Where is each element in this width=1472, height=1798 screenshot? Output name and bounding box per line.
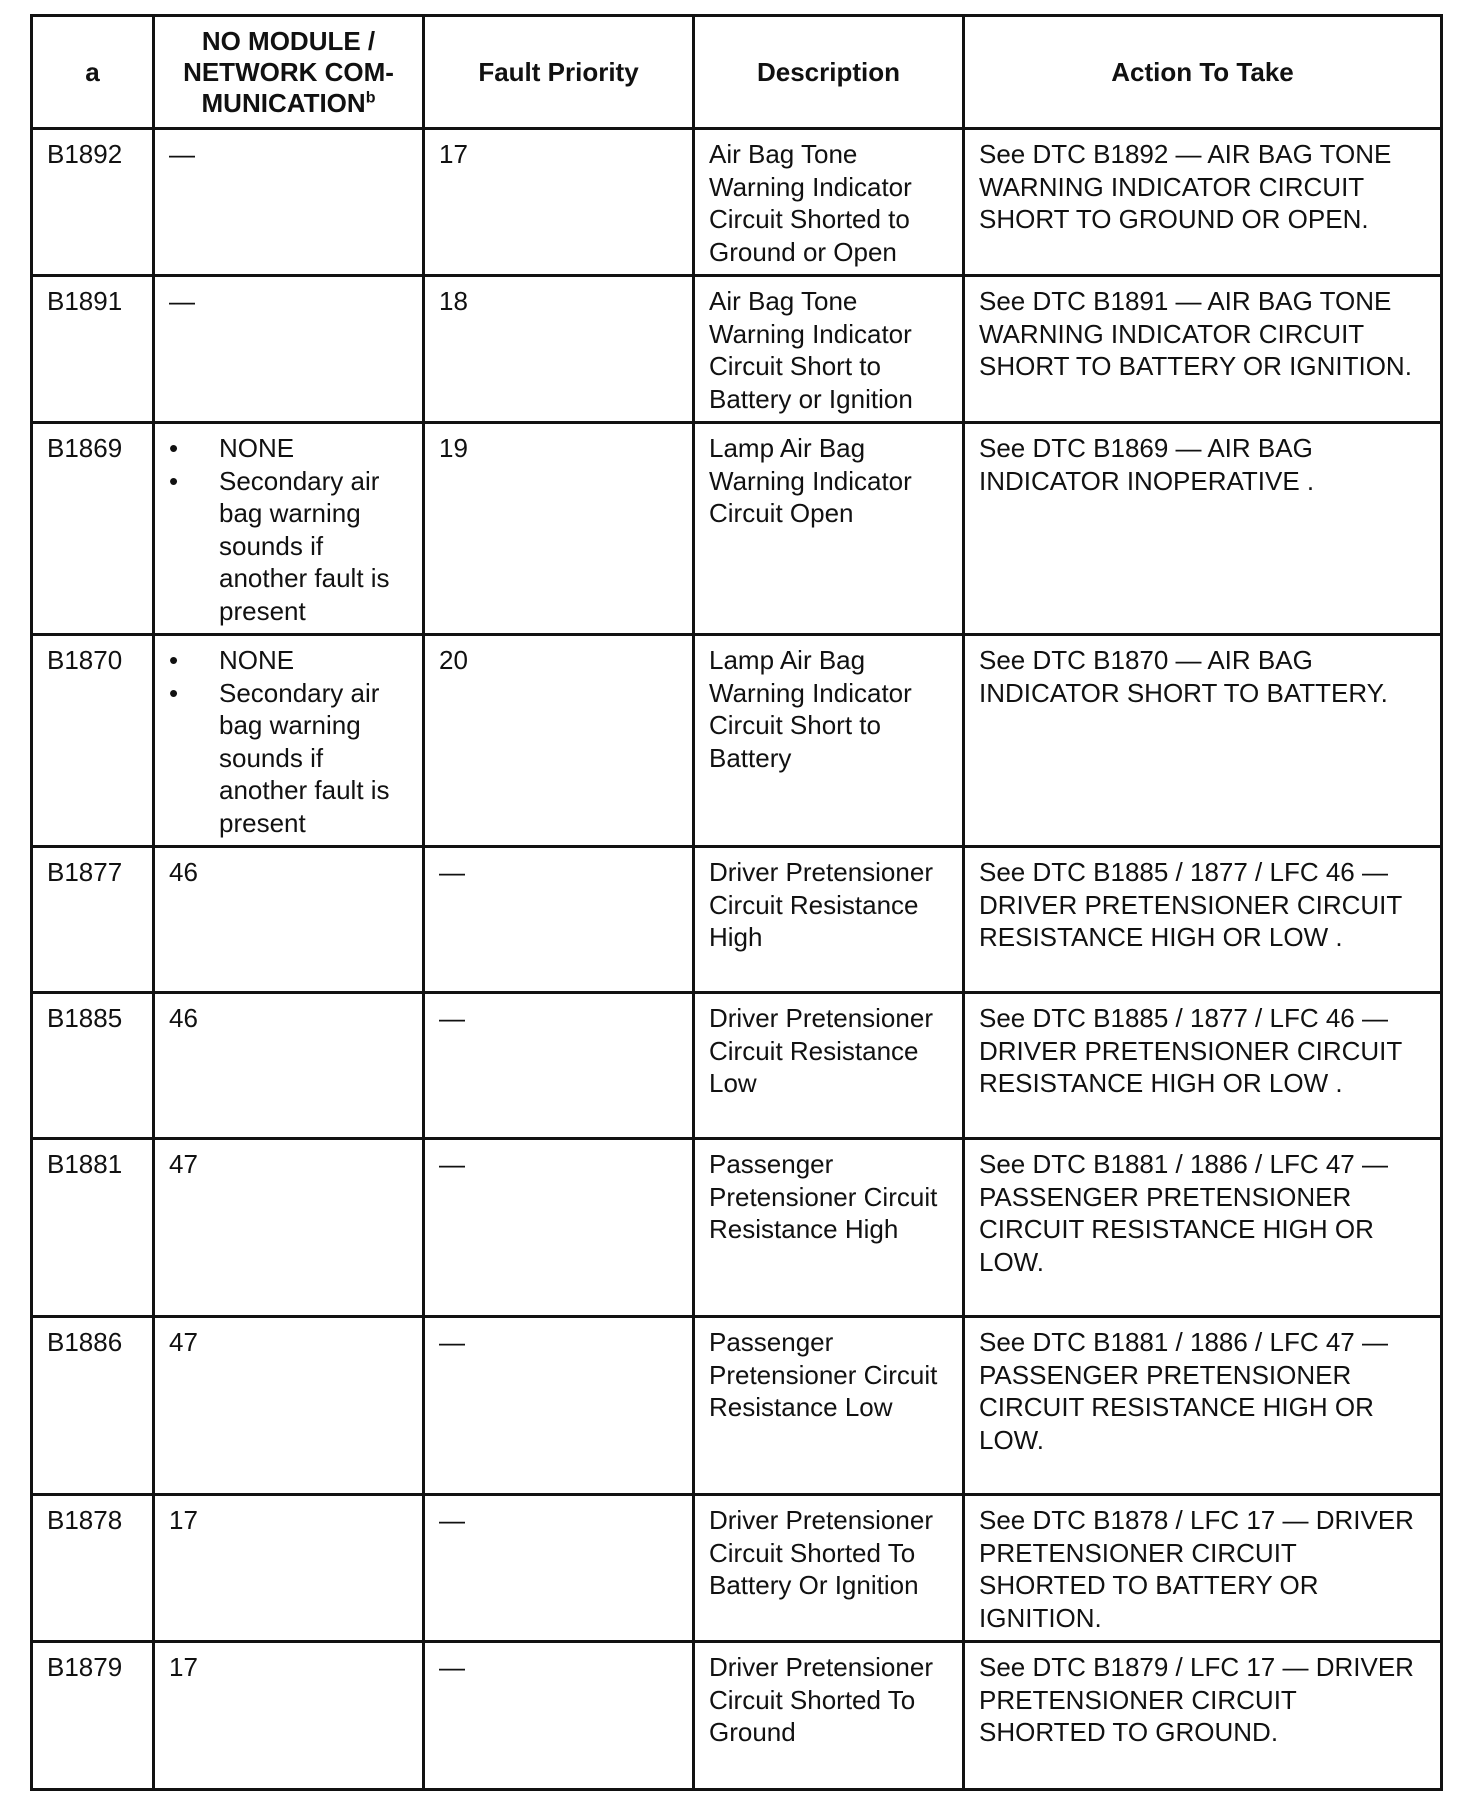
dtc-code: B1870 xyxy=(32,635,154,847)
action-to-take: See DTC B1870 — AIR BAG INDICATOR SHORT TO BATTERY. xyxy=(964,635,1442,847)
header-line: MUNICATION$^b$ xyxy=(201,87,376,118)
header-fault-priority: Fault Priority xyxy=(424,16,694,129)
fault-priority: — xyxy=(424,1139,694,1317)
action-to-take: See DTC B1881 / 1886 / LFC 47 — PASSENGER PRETENSIONER CIRCUIT RESISTANCE HIGH OR LOW. xyxy=(964,1139,1442,1317)
description: Driver Pretensioner Circuit Shorted To Ground xyxy=(694,1642,964,1790)
action-to-take: See DTC B1879 / LFC 17 — DRIVER PRETENSIONER CIRCUIT SHORTED TO GROUND. xyxy=(964,1642,1442,1790)
header-no-module-network-communication xyxy=(154,16,424,129)
dtc-code: B1891 xyxy=(32,276,154,423)
fault-priority: 17 xyxy=(424,129,694,276)
header-line: NO MODULE / xyxy=(201,25,376,56)
fault-priority: 19 xyxy=(424,423,694,635)
table-row xyxy=(32,1642,1442,1790)
dtc-code: B1886 xyxy=(32,1317,154,1495)
action-to-take: See DTC B1869 — AIR BAG INDICATOR INOPERATIVE . xyxy=(964,423,1442,635)
no-module-comm: 17 xyxy=(154,1642,424,1790)
dtc-code: B1879 xyxy=(32,1642,154,1790)
table-row xyxy=(32,1317,1442,1495)
description: Passenger Pretensioner Circuit Resistance Low xyxy=(694,1317,964,1495)
bullet-list xyxy=(157,644,410,839)
description: Lamp Air Bag Warning Indicator Circuit Short to Battery xyxy=(694,635,964,847)
action-to-take: See DTC B1885 / 1877 / LFC 46 — DRIVER PRETENSIONER CIRCUIT RESISTANCE HIGH OR LOW . xyxy=(964,993,1442,1139)
table-row xyxy=(32,276,1442,423)
fault-priority: — xyxy=(424,993,694,1139)
list-item: • NONE xyxy=(157,644,410,677)
fault-priority: — xyxy=(424,1642,694,1790)
header-description: Description xyxy=(694,16,964,129)
header-action-to-take: Action To Take xyxy=(964,16,1442,129)
table-row xyxy=(32,1139,1442,1317)
no-module-comm xyxy=(154,635,424,847)
dtc-code: B1885 xyxy=(32,993,154,1139)
table-row xyxy=(32,993,1442,1139)
list-item: • Secondary air bag warning sounds if another fault is present xyxy=(157,677,410,840)
fault-priority: — xyxy=(424,847,694,993)
action-to-take: See DTC B1881 / 1886 / LFC 47 — PASSENGER PRETENSIONER CIRCUIT RESISTANCE HIGH OR LOW. xyxy=(964,1317,1442,1495)
action-to-take: See DTC B1885 / 1877 / LFC 46 — DRIVER PRETENSIONER CIRCUIT RESISTANCE HIGH OR LOW . xyxy=(964,847,1442,993)
no-module-comm: — xyxy=(154,129,424,276)
no-module-comm: 46 xyxy=(154,993,424,1139)
list-item: • NONE xyxy=(157,432,410,465)
bullet-list xyxy=(157,432,410,627)
no-module-comm: 17 xyxy=(154,1495,424,1642)
dtc-table xyxy=(30,14,1443,1791)
action-to-take: See DTC B1878 / LFC 17 — DRIVER PRETENSIONER CIRCUIT SHORTED TO BATTERY OR IGNITION. xyxy=(964,1495,1442,1642)
footnote-b: b xyxy=(365,88,376,106)
description: Lamp Air Bag Warning Indicator Circuit Open xyxy=(694,423,964,635)
description: Passenger Pretensioner Circuit Resistance High xyxy=(694,1139,964,1317)
header-row xyxy=(32,16,1442,129)
description: Air Bag Tone Warning Indicator Circuit Short to Battery or Ignition xyxy=(694,276,964,423)
no-module-comm: 47 xyxy=(154,1139,424,1317)
description: Driver Pretensioner Circuit Resistance Low xyxy=(694,993,964,1139)
no-module-comm: 47 xyxy=(154,1317,424,1495)
table-row xyxy=(32,129,1442,276)
no-module-comm: — xyxy=(154,276,424,423)
table-row xyxy=(32,847,1442,993)
fault-priority: 20 xyxy=(424,635,694,847)
dtc-code: B1878 xyxy=(32,1495,154,1642)
header-a: a xyxy=(32,16,154,129)
dtc-code: B1877 xyxy=(32,847,154,993)
dtc-code: B1869 xyxy=(32,423,154,635)
list-item: • Secondary air bag warning sounds if another fault is present xyxy=(157,465,410,628)
action-to-take: See DTC B1892 — AIR BAG TONE WARNING INDICATOR CIRCUIT SHORT TO GROUND OR OPEN. xyxy=(964,129,1442,276)
table-row xyxy=(32,1495,1442,1642)
dtc-code: B1892 xyxy=(32,129,154,276)
header-line: NETWORK COM- xyxy=(183,56,394,87)
fault-priority: — xyxy=(424,1317,694,1495)
no-module-comm: 46 xyxy=(154,847,424,993)
table-row xyxy=(32,635,1442,847)
fault-priority: — xyxy=(424,1495,694,1642)
description: Air Bag Tone Warning Indicator Circuit Shorted to Ground or Open xyxy=(694,129,964,276)
description: Driver Pretensioner Circuit Resistance High xyxy=(694,847,964,993)
table-row xyxy=(32,423,1442,635)
description: Driver Pretensioner Circuit Shorted To Battery Or Ignition xyxy=(694,1495,964,1642)
dtc-code: B1881 xyxy=(32,1139,154,1317)
dtc-table-container xyxy=(30,14,1443,1791)
no-module-comm xyxy=(154,423,424,635)
fault-priority: 18 xyxy=(424,276,694,423)
action-to-take: See DTC B1891 — AIR BAG TONE WARNING INDICATOR CIRCUIT SHORT TO BATTERY OR IGNITION. xyxy=(964,276,1442,423)
